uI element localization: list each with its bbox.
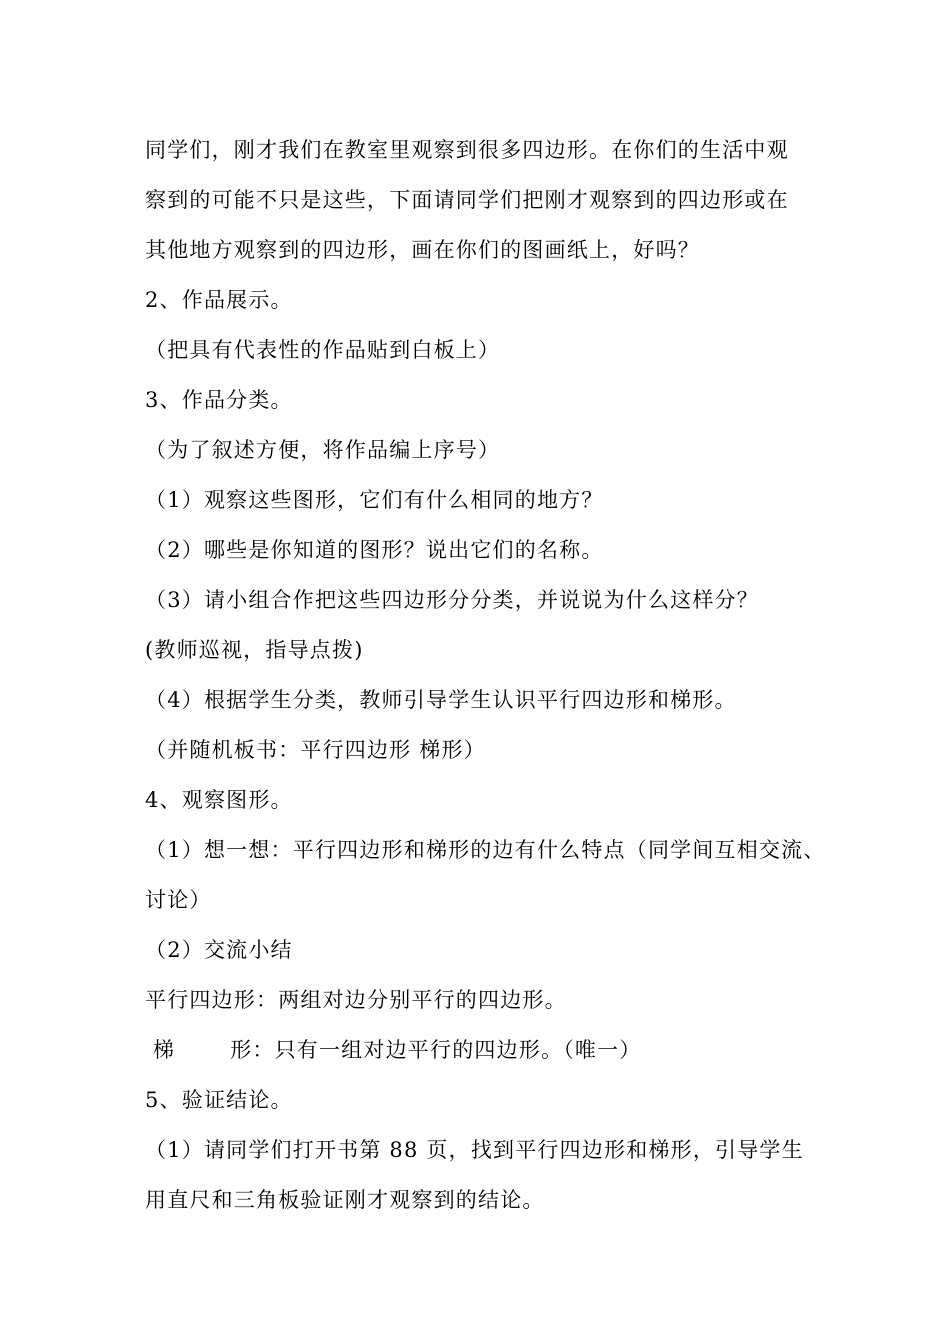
paragraph-line: （把具有代表性的作品贴到白板上）: [145, 338, 501, 362]
section-heading: 4、观察图形。: [145, 788, 293, 812]
paragraph-line: （为了叙述方便，将作品编上序号）: [145, 438, 501, 462]
section-heading: 5、验证结论。: [145, 1088, 293, 1112]
list-item: （2）交流小结: [145, 938, 293, 962]
list-item: （3）请小组合作把这些四边形分分类，并说说为什么这样分？: [145, 588, 759, 612]
paragraph-line: 同学们，刚才我们在教室里观察到很多四边形。在你们的生活中观: [145, 138, 789, 162]
paragraph-line: （并随机板书：平行四边形 梯形）: [145, 738, 486, 762]
list-item: （1）请同学们打开书第 88 页，找到平行四边形和梯形，引导学生: [145, 1138, 804, 1162]
definition-line: 梯 形：只有一组对边平行的四边形。（唯一）: [145, 1038, 642, 1062]
list-item: （1）想一想：平行四边形和梯形的边有什么特点（同学间互相交流、: [145, 838, 826, 862]
paragraph-line: (教师巡视，指导点拨): [145, 638, 364, 662]
section-heading: 2、作品展示。: [145, 288, 293, 312]
section-heading: 3、作品分类。: [145, 388, 293, 412]
list-item: （2）哪些是你知道的图形？说出它们的名称。: [145, 538, 604, 562]
list-item: （4）根据学生分类，教师引导学生认识平行四边形和梯形。: [145, 688, 737, 712]
paragraph-line: 其他地方观察到的四边形，画在你们的图画纸上，好吗？: [145, 238, 700, 262]
paragraph-line: 讨论）: [145, 888, 212, 912]
list-item: （1）观察这些图形，它们有什么相同的地方？: [145, 488, 604, 512]
paragraph-line: 察到的可能不只是这些，下面请同学们把刚才观察到的四边形或在: [145, 188, 789, 212]
paragraph-line: 用直尺和三角板验证刚才观察到的结论。: [145, 1188, 545, 1212]
definition-line: 平行四边形：两组对边分别平行的四边形。: [145, 988, 567, 1012]
